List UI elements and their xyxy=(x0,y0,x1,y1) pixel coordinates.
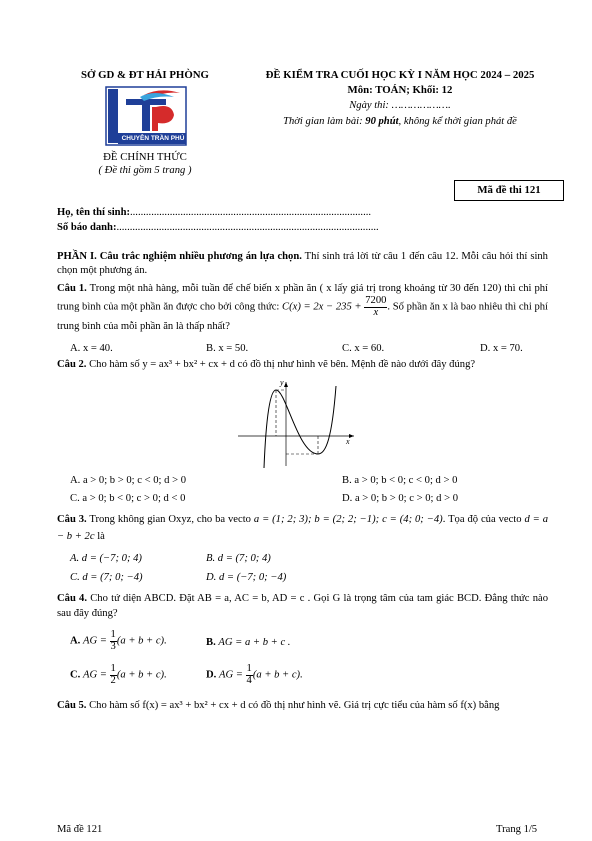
q2-option-b[interactable]: B. a > 0; b < 0; c < 0; d > 0 xyxy=(342,475,458,486)
q1-option-b[interactable]: B. x = 50. xyxy=(206,343,249,354)
q1-option-d[interactable]: D. x = 70. xyxy=(480,343,523,354)
school-logo xyxy=(104,85,188,147)
exam-date: Ngày thi: ………………. xyxy=(349,100,451,111)
q4-option-c[interactable]: C. AG = $\frac{1}{2}$ (a + b + c). xyxy=(70,663,167,686)
q3-option-d[interactable]: D. d = (−7; 0; −4) xyxy=(206,572,287,583)
exam-code-box: Mã đề thi 121 xyxy=(454,180,564,201)
exam-time: Thời gian làm bài: 90 phút, không kể thời gian phát đề xyxy=(283,116,517,127)
exam-title: ĐỀ KIỂM TRA CUỐI HỌC KỲ I NĂM HỌC 2024 – 2025 xyxy=(265,69,535,81)
q2-option-a[interactable]: A. a > 0; b > 0; c < 0; d > 0 xyxy=(70,475,186,486)
question-4: Câu 4. Cho tứ diện ABCD. Đặt AB = a, AC = b, AD = c . Gọi G là trọng tâm của tam giác BCD. Đẳng thức nào sau đây đúng? xyxy=(57,593,548,620)
subject-line: Môn: TOÁN; Khối: 12 xyxy=(347,84,453,96)
q3-option-a[interactable]: A. d = (−7; 0; 4) xyxy=(70,553,142,564)
department-name: SỞ GD & ĐT HẢI PHÒNG xyxy=(81,69,209,81)
q4-option-d[interactable]: D. AG = $\frac{1}{4}$ (a + b + c). xyxy=(206,663,303,686)
q4-option-b[interactable]: B. AG = a + b + c . xyxy=(206,637,291,648)
q4-option-a[interactable]: A. AG = $\frac{1}{3}$ (a + b + c). xyxy=(70,629,167,652)
logo-bottom-text: CHUYÊN TRẦN PHÚ xyxy=(121,135,185,142)
cubic-curve xyxy=(264,386,336,468)
q3-option-b[interactable]: B. d = (7; 0; 4) xyxy=(206,553,271,564)
pages-note: ( Đề thi gồm 5 trang ) xyxy=(98,165,192,176)
footer-exam-code: Mã đề 121 xyxy=(57,824,103,835)
footer-page-number: Trang 1/5 xyxy=(496,824,538,835)
y-axis-label: y xyxy=(280,378,284,387)
q2-option-d[interactable]: D. a > 0; b > 0; c > 0; d > 0 xyxy=(342,493,458,504)
question-5: Câu 5. Cho hàm số f(x) = ax³ + bx² + cx + d có đồ thị như hình vẽ. Giá trị cực tiểu của hàm số f(x) bằng xyxy=(57,700,500,711)
candidate-name-line: Họ, tên thí sinh:........................................................................................... xyxy=(57,207,372,218)
q1-fraction: $\frac{7200}{x}$ xyxy=(365,295,387,318)
section-1-heading: PHẦN I. Câu trắc nghiệm nhiều phương án lựa chọn. Thí sinh trả lời từ câu 1 đến câu 12. Mỗi câu hỏi thí sinh chọn một phương án. xyxy=(57,251,548,276)
question-3: Câu 3. Trong không gian Oxyz, cho ba vecto a = (1; 2; 3); b = (2; 2; −1); c = (4; 0; −4). Tọa độ của vecto d = a − b + 2c là xyxy=(57,514,549,542)
q2-graph xyxy=(236,378,356,468)
q1-option-c[interactable]: C. x = 60. xyxy=(342,343,385,354)
q3-option-c[interactable]: C. d = (7; 0; −4) xyxy=(70,572,143,583)
question-1: Câu 1. Trong một nhà hàng, mỗi tuần để chế biến x phần ăn ( x lấy giá trị trong khoảng từ 30 đến 120) thì chi phí trung bình của một phần ăn được cho bởi công thức: C(x) = 2x − 235 + $\frac{7200}{x}$ . Số phần ăn x là bao nhiêu thì chi phí trung bình của mỗi phần ăn là thấp nhất? xyxy=(57,283,549,332)
official-label: ĐỀ CHÍNH THỨC xyxy=(103,151,187,163)
x-axis-label: x xyxy=(346,437,350,446)
question-2: Câu 2. Cho hàm số y = ax³ + bx² + cx + d có đồ thị như hình vẽ bên. Mệnh đề nào dưới đây đúng? xyxy=(57,359,476,370)
q1-option-a[interactable]: A. x = 40. xyxy=(70,343,113,354)
candidate-id-line: Số báo danh:................................................................................................... xyxy=(57,222,379,233)
y-axis-arrow xyxy=(284,382,288,387)
q2-option-c[interactable]: C. a > 0; b < 0; c > 0; d < 0 xyxy=(70,493,186,504)
